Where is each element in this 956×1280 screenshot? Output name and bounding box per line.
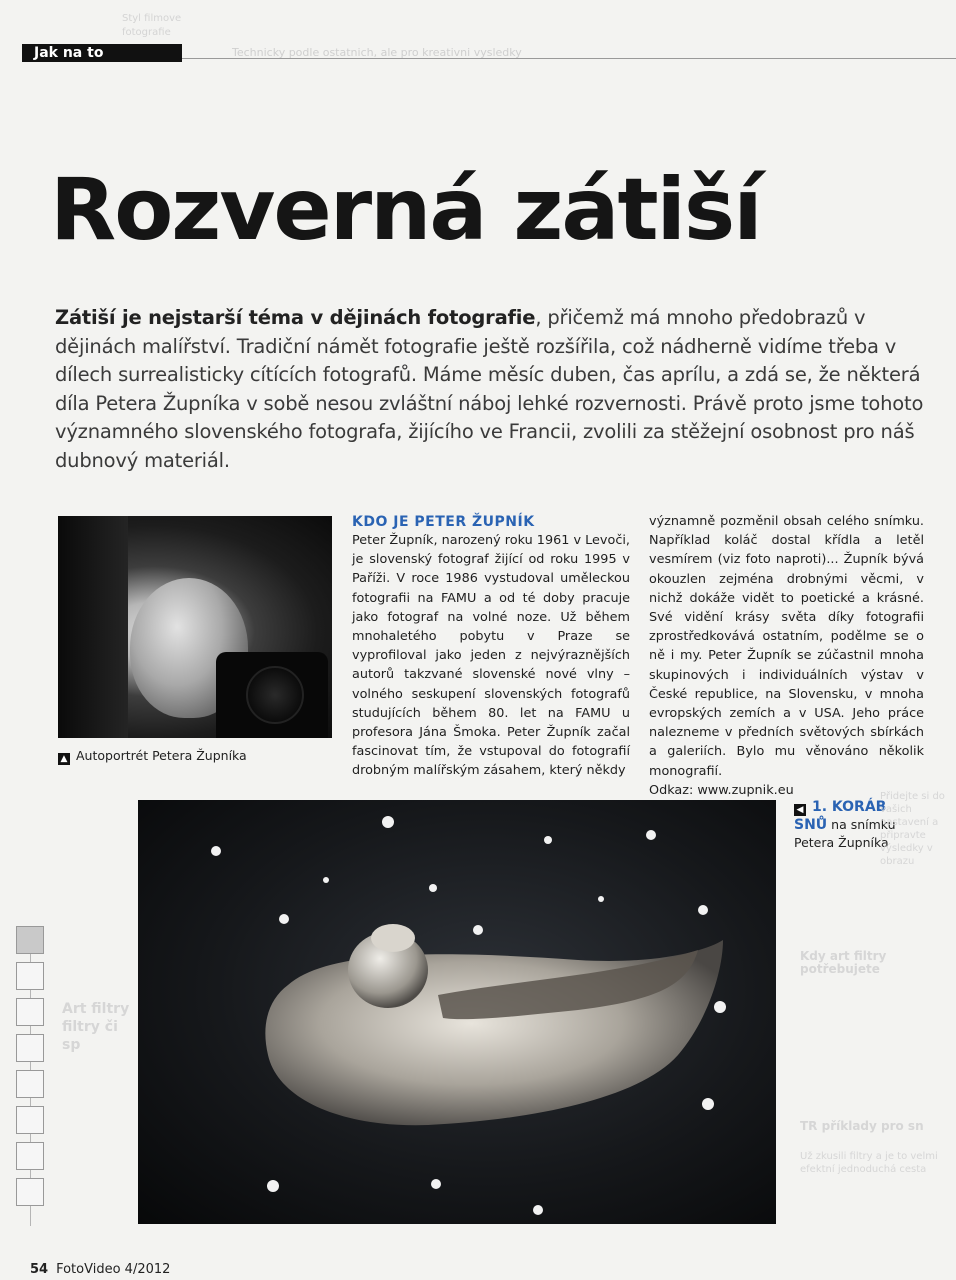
ghost-corner-text: Styl filmove fotografie	[122, 13, 182, 38]
strip-square	[16, 1142, 44, 1170]
caption-rest-2: Petera Župníka	[794, 835, 889, 850]
section-tab: Jak na to	[22, 44, 182, 62]
bleed-text-2: Kdy art filtry potřebujete	[800, 950, 887, 976]
strip-square	[16, 998, 44, 1026]
boat-ball-top	[371, 924, 415, 952]
publication-name: FotoVideo 4/2012	[56, 1262, 171, 1277]
main-photo	[138, 800, 776, 1224]
caption-title-1: 1. KORÁB	[812, 799, 887, 815]
main-photo-artwork	[138, 800, 776, 1224]
strip-square	[16, 1034, 44, 1062]
portrait-caption-text: Autoportrét Petera Župníka	[76, 748, 247, 763]
page-number: 54	[30, 1262, 49, 1277]
square-strip	[16, 926, 46, 1214]
article-title: Rozverná zátiší	[50, 160, 761, 260]
portrait-caption	[58, 748, 247, 765]
lead-paragraph	[55, 304, 925, 475]
bleed-text-3: Art filtry filtry či sp	[62, 1001, 130, 1053]
article-column-1: Peter Župník, narozený roku 1961 v Levoči, je slovenský fotograf žijící od roku 1995 v Paříži. V roce 1986 vystudoval uměleckou fotografii na FAMU a od té doby pracuje jako fotograf na volné noze. Už během mnohaletého pobytu v Praze se vyprofiloval jako jeden z nejvýraznějších autorů takzvané slovenské nové vlny – volného seskupení slovenských fotografů studujících během 80. let na FAMU u profesora Jána Šmoka. Peter Župník začal fascinovat tím, že vstupoval do fotografií drobným malířským zásahem, který někdy	[352, 533, 630, 779]
portrait-photo	[58, 516, 332, 738]
article-column-2-text: významně pozměnil obsah celého snímku. Například koláč dostal křídla a letěl vesmírem (viz foto naproti)... Župník bývá okouzlen zejména drobnými věcmi, v nichž dokáže vidět to poetické a krásné. Své vidění krásy světa díky fotografii zprostředkovává ostatním, podělme se o ně i my. Peter Župník se zúčastnil mnoha skupinových i individuálních výstav v České republice, na Slovensku, v mnoha evropských zemích a v USA. Jeho práce nalezneme v předních světových sbírkách a galeriích. Bylo mu věnováno několik monografií.	[649, 514, 924, 779]
arrow-up-icon: ▲	[58, 753, 70, 765]
strip-square	[16, 1106, 44, 1134]
strip-square	[16, 1070, 44, 1098]
arrow-left-icon: ◀	[794, 804, 806, 816]
portrait-frame-shadow	[58, 516, 128, 738]
article-column-2	[649, 512, 924, 800]
lead-rest: , přičemž má mnoho předobrazů v dějinách malířství. Tradiční námět fotografie ještě rozšířila, což nádherně vidíme třeba v dílech surrealisticky cítících fotografů. Máme měsíc duben, čas aprílu, a zdá se, že některá díla Petera Župníka v sobě nesou zvláštní náboj lehké rozvernosti. Právě proto jsme tohoto významného slovenského fotografa, žijícího ve Francii, zvolili za stěžejní osobnost pro náš dubnový materiál.	[55, 306, 924, 472]
strip-square	[16, 962, 44, 990]
bleed-text-4: TR příklady pro sn	[800, 1120, 924, 1133]
bleed-text-1: Přidejte si do vašich nastavení a připravte výsledky v obrazu	[880, 791, 945, 867]
ghost-header-text: Technicky podle ostatnich, ale pro kreativni vysledky	[232, 46, 522, 59]
article-heading: KDO JE PETER ŽUPNÍK	[352, 514, 535, 530]
portrait-camera-lens	[246, 666, 304, 724]
caption-title-2: SNŮ	[794, 817, 828, 833]
bleed-text-5: Už zkusili filtry a je to velmi efektní jednoduchá cesta	[800, 1151, 938, 1175]
page-footer	[30, 1262, 170, 1277]
strip-square	[16, 926, 44, 954]
caption-rest-1: na snímku	[827, 817, 896, 832]
article-link[interactable]: Odkaz: www.zupnik.eu	[649, 782, 794, 798]
lead-bold: Zátiší je nejstarší téma v dějinách fotografie	[55, 306, 536, 329]
strip-square	[16, 1178, 44, 1206]
